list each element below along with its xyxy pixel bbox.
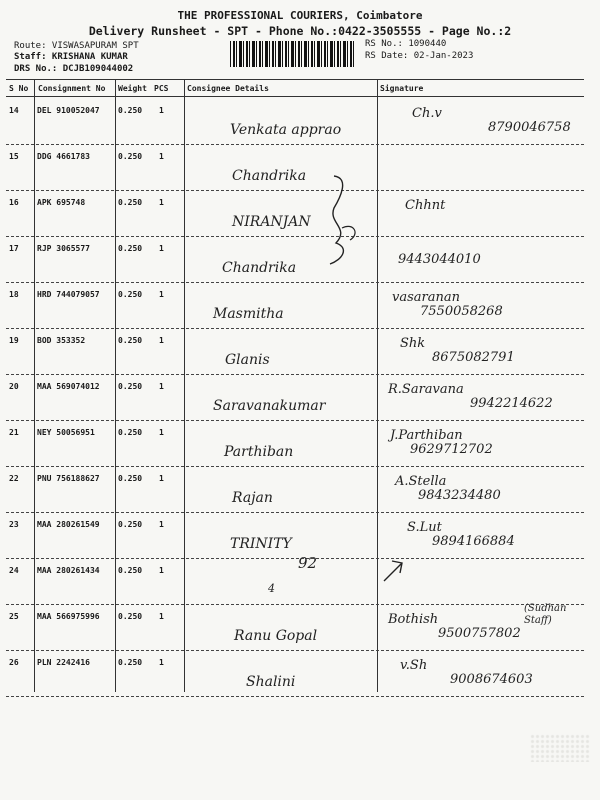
- consignment-number: APK 695748: [37, 198, 86, 207]
- pcs-count: 1: [159, 152, 164, 161]
- signature-text: v.Sh: [400, 658, 428, 673]
- consignment-number: NEY 50056951: [37, 428, 95, 437]
- table-row: [0, 100, 600, 146]
- row-divider: [6, 604, 584, 605]
- phone-number: 8790046758: [488, 120, 571, 135]
- weight-value: 0.250: [118, 198, 143, 207]
- row-divider: [6, 650, 584, 651]
- consignment-number: MAA 280261549: [37, 520, 100, 529]
- row-divider: [6, 558, 584, 559]
- serial-number: 16: [9, 198, 19, 207]
- row-divider: [6, 374, 584, 375]
- weight-value: 0.250: [118, 382, 143, 391]
- table-row: [0, 146, 600, 192]
- col-header-sno: S No: [9, 84, 29, 93]
- consignee-name: TRINITY: [230, 536, 292, 552]
- consignee-name: Glanis: [225, 352, 270, 368]
- row-divider: [6, 282, 584, 283]
- serial-number: 24: [9, 566, 19, 575]
- row-divider: [6, 190, 584, 191]
- rs-date-label: RS Date: 02-Jan-2023: [365, 51, 474, 61]
- consignee-name: Venkata apprao: [230, 122, 342, 138]
- signature-text: A.Stella: [395, 474, 447, 489]
- weight-value: 0.250: [118, 336, 143, 345]
- phone-number: 8675082791: [432, 350, 515, 365]
- mark-left: 4: [268, 582, 275, 595]
- signature-text: J.Parthiban: [390, 428, 463, 443]
- scanner-noise: [530, 734, 590, 762]
- consignee-name: Ranu Gopal: [234, 628, 318, 644]
- pcs-count: 1: [159, 198, 164, 207]
- weight-value: 0.250: [118, 520, 143, 529]
- serial-number: 21: [9, 428, 19, 437]
- rs-no-label: RS No.: 1090440: [365, 39, 447, 49]
- serial-number: 20: [9, 382, 19, 391]
- table-row: [0, 238, 600, 284]
- consignee-name: Saravanakumar: [213, 398, 326, 414]
- serial-number: 23: [9, 520, 19, 529]
- weight-value: 0.250: [118, 244, 143, 253]
- header-rule: [6, 96, 584, 97]
- weight-value: 0.250: [118, 474, 143, 483]
- consignee-name: Chandrika: [222, 260, 297, 276]
- weight-value: 0.250: [118, 566, 143, 575]
- signature-text: Shk: [400, 336, 426, 351]
- serial-number: 26: [9, 658, 19, 667]
- col-header-pcs: PCS: [154, 84, 169, 93]
- table-row: [0, 192, 600, 238]
- pcs-count: 1: [159, 336, 164, 345]
- weight-value: 0.250: [118, 106, 143, 115]
- row-divider: [6, 236, 584, 237]
- sign-note: (Sudhan Staff): [524, 603, 567, 626]
- consignee-name: Shalini: [246, 674, 296, 690]
- serial-number: 17: [9, 244, 19, 253]
- consignee-name: Rajan: [232, 490, 273, 506]
- pcs-count: 1: [159, 382, 164, 391]
- col-header-consignment: Consignment No: [38, 84, 106, 93]
- consignment-number: PLN 2242416: [37, 658, 90, 667]
- consignment-number: BOD 353352: [37, 336, 86, 345]
- pcs-count: 1: [159, 566, 164, 575]
- signature-text: R.Saravana: [388, 382, 464, 397]
- serial-number: 15: [9, 152, 19, 161]
- phone-number: 9629712702: [410, 442, 493, 457]
- phone-number: 7550058268: [420, 304, 503, 319]
- pcs-count: 1: [159, 520, 164, 529]
- weight-value: 0.250: [118, 152, 143, 161]
- pcs-count: 1: [159, 428, 164, 437]
- consignee-name: Parthiban: [224, 444, 294, 460]
- consignee-name: NIRANJAN: [232, 214, 311, 230]
- col-header-signature: Signature: [380, 84, 424, 93]
- consignment-number: RJP 3065577: [37, 244, 90, 253]
- barcode: [230, 41, 356, 67]
- phone-number: 9443044010: [398, 252, 481, 267]
- pcs-count: 1: [159, 106, 164, 115]
- table-row: [0, 284, 600, 330]
- company-title: THE PROFESSIONAL COURIERS, Coimbatore: [177, 9, 423, 22]
- serial-number: 25: [9, 612, 19, 621]
- route-label: Route: VISWASAPURAM SPT: [14, 41, 139, 51]
- pcs-count: 1: [159, 612, 164, 621]
- consignment-number: PNU 756188627: [37, 474, 100, 483]
- weight-value: 0.250: [118, 658, 143, 667]
- weight-value: 0.250: [118, 612, 143, 621]
- consignment-number: DDG 4661783: [37, 152, 90, 161]
- arrow-scribble: [380, 555, 410, 585]
- table-top-rule: [6, 79, 584, 80]
- consignee-name: Masmitha: [213, 306, 284, 322]
- phone-number: 9894166884: [432, 534, 515, 549]
- signature-text: vasaranan: [392, 290, 460, 305]
- row-divider: [6, 144, 584, 145]
- consignment-number: DEL 910052047: [37, 106, 100, 115]
- row-divider: [6, 466, 584, 467]
- table-row: [0, 330, 600, 376]
- row-divider: [6, 696, 584, 697]
- weight-value: 0.250: [118, 290, 143, 299]
- consignment-number: MAA 569074012: [37, 382, 100, 391]
- runsheet-title: Delivery Runsheet - SPT - Phone No.:0422-3505555 - Page No.:2: [88, 24, 512, 38]
- pcs-count: 1: [159, 244, 164, 253]
- pcs-count: 1: [159, 290, 164, 299]
- signature-text: S.Lut: [407, 520, 442, 535]
- col-header-weight: Weight: [118, 84, 147, 93]
- serial-number: 18: [9, 290, 19, 299]
- table-row: [0, 468, 600, 514]
- table-row: [0, 422, 600, 468]
- serial-number: 22: [9, 474, 19, 483]
- table-row: [0, 652, 600, 698]
- table-row: [0, 606, 600, 652]
- brace-scribble: [320, 168, 370, 268]
- signature-text: Bothish: [388, 612, 439, 627]
- signature-text: Chhnt: [405, 198, 446, 213]
- pcs-count: 1: [159, 474, 164, 483]
- phone-number: 9942214622: [470, 396, 553, 411]
- phone-number: 9843234480: [418, 488, 501, 503]
- col-header-consignee: Consignee Details: [187, 84, 269, 93]
- consignment-number: HRD 744079057: [37, 290, 100, 299]
- serial-number: 14: [9, 106, 19, 115]
- consignee-name: Chandrika: [232, 168, 307, 184]
- row-divider: [6, 328, 584, 329]
- consignment-number: MAA 280261434: [37, 566, 100, 575]
- signature-text: Ch.v: [412, 106, 442, 121]
- mark-right: 92: [298, 554, 318, 572]
- serial-number: 19: [9, 336, 19, 345]
- weight-value: 0.250: [118, 428, 143, 437]
- table-row: [0, 376, 600, 422]
- drs-label: DRS No.: DCJB109044002: [14, 64, 134, 74]
- row-divider: [6, 512, 584, 513]
- pcs-count: 1: [159, 658, 164, 667]
- row-divider: [6, 420, 584, 421]
- consignment-number: MAA 566975996: [37, 612, 100, 621]
- phone-number: 9008674603: [450, 672, 533, 687]
- staff-label: Staff: KRISHANA KUMAR: [14, 52, 128, 62]
- phone-number: 9500757802: [438, 626, 521, 641]
